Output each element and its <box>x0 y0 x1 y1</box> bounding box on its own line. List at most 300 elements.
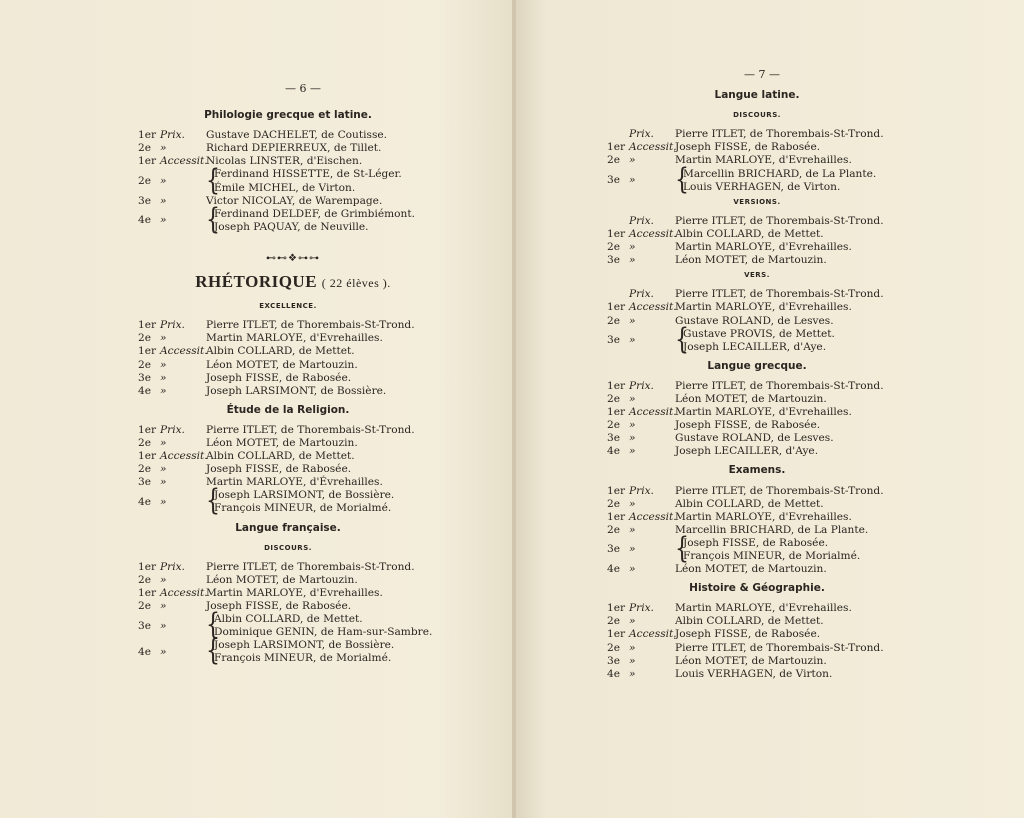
prize-rank <box>138 129 206 142</box>
laureate-name: Gustave DACHELET, de Coutisse. <box>206 129 388 142</box>
laureate-name: Pierre ITLET, de Thorembais-St-Trond. <box>206 560 415 573</box>
laureate-name: Albin COLLARD, de Mettet. <box>675 497 824 510</box>
prize-rank <box>607 615 675 628</box>
section-heading: Histoire & Géographie. <box>689 582 825 595</box>
list-item <box>138 609 438 642</box>
prize-kind: » <box>629 497 636 510</box>
laureate-name: Louis VERHAGEN, de Virton. <box>683 180 841 193</box>
rank-number: 1er <box>138 319 157 332</box>
page-number: — 7 — <box>744 68 780 81</box>
laureate-name: Joseph PAQUAY, de Neuville. <box>214 220 369 233</box>
laureate-name: Léon MOTET, de Martouzin. <box>675 654 827 667</box>
prize-kind: » <box>160 384 167 397</box>
brace-mark: { <box>675 163 689 197</box>
section-heading: VERSIONS. <box>733 197 781 206</box>
section-heading: EXCELLENCE. <box>259 302 317 311</box>
laureate-name: Léon MOTET, de Martouzin. <box>675 563 827 576</box>
class-heading <box>148 272 438 292</box>
brace-mark: { <box>206 203 220 237</box>
section-heading: VERS. <box>744 271 770 280</box>
prize-rank <box>138 496 206 509</box>
laureate-name: Gustave PROVIS, de Mettet. <box>683 327 835 340</box>
prize-rank <box>607 241 675 254</box>
rank-number: 1er <box>607 227 626 240</box>
prize-kind: » <box>629 667 636 680</box>
prize-kind: » <box>629 154 636 167</box>
list-item <box>607 254 907 267</box>
prize-rank <box>607 602 675 615</box>
laureate-name: Martin MARLOYE, d'Evrehailles. <box>206 332 383 345</box>
prize-rank <box>607 174 675 187</box>
prize-rank <box>607 334 675 347</box>
laureate-name: Joseph FISSE, de Rabosée. <box>683 536 829 549</box>
class-sections <box>138 300 438 668</box>
list-item <box>138 450 438 463</box>
laureate-name: Martin MARLOYE, d'Evrehailles. <box>206 586 383 599</box>
name-group <box>206 164 402 198</box>
prize-rank <box>138 476 206 489</box>
rank-number: 4e <box>138 495 152 508</box>
laureate-name: Joseph LARSIMONT, de Bossière. <box>206 384 387 397</box>
rank-number: 2e <box>607 615 621 628</box>
section-heading: Examens. <box>728 464 786 477</box>
prize-rank <box>138 214 206 227</box>
list-item <box>607 315 907 328</box>
names-list <box>214 489 394 515</box>
brace-mark: { <box>206 609 220 642</box>
prize-kind: Accessit. <box>629 227 677 240</box>
list-item <box>138 372 438 385</box>
laureate-name: Martin MARLOYE, d'Evrehailles. <box>675 406 852 419</box>
rank-number: 3e <box>138 194 152 207</box>
laureate-name: Léon MOTET, de Martouzin. <box>206 436 358 449</box>
rank-number: 4e <box>138 645 152 658</box>
prize-rank <box>607 380 675 393</box>
prize-kind: » <box>160 619 167 632</box>
laureate-name: Albin COLLARD, de Mettet. <box>675 615 824 628</box>
laureate-name: Joseph FISSE, de Rabosée. <box>675 141 821 154</box>
prize-kind: Prix. <box>160 129 185 142</box>
prize-rank <box>138 620 206 633</box>
list-item <box>607 655 907 668</box>
rank-number: 3e <box>607 432 621 445</box>
laureate-name: Victor NICOLAY, de Warempage. <box>206 194 383 207</box>
laureate-name: Joseph FISSE, de Rabosée. <box>206 371 352 384</box>
laureate-name: Pierre ITLET, de Thorembais-St-Trond. <box>675 214 884 227</box>
list-item <box>138 332 438 345</box>
laureate-name: Joseph LARSIMONT, de Bossière. <box>214 639 395 652</box>
name-group <box>206 635 395 668</box>
list-item <box>607 628 907 641</box>
list-item <box>607 301 907 314</box>
prize-kind: Accessit. <box>629 628 677 641</box>
rank-number: 4e <box>607 667 621 680</box>
prize-rank <box>138 561 206 574</box>
list-item <box>607 163 907 197</box>
rank-number: 1er <box>138 586 157 599</box>
laureate-name: Léon MOTET, de Martouzin. <box>206 573 358 586</box>
section-heading: Langue latine. <box>714 89 800 102</box>
list-item <box>607 432 907 445</box>
rank-number: 2e <box>138 463 152 476</box>
laureate-name: Pierre ITLET, de Thorembais-St-Trond. <box>675 484 884 497</box>
list-item <box>607 323 907 357</box>
prize-kind: » <box>629 654 636 667</box>
ornament-divider: ⊷⊷❖⊶⊶ <box>266 252 320 264</box>
list-item <box>138 129 438 142</box>
prize-kind: Prix. <box>160 560 185 573</box>
laureate-name: Ferdinand DELDEF, de Grimbiémont. <box>214 207 415 220</box>
laureate-name: Joseph FISSE, de Rabosée. <box>675 419 821 432</box>
prize-kind: Prix. <box>629 602 654 615</box>
list-item <box>607 380 907 393</box>
prize-rank <box>138 463 206 476</box>
prize-rank <box>607 543 675 556</box>
prize-kind: Prix. <box>629 214 654 227</box>
section-heading: DISCOURS. <box>733 111 781 120</box>
rank-number: 2e <box>138 600 152 612</box>
rank-number: 1er <box>138 345 157 358</box>
prize-rank <box>607 524 675 537</box>
rank-number: 2e <box>138 175 152 188</box>
list-item <box>138 600 438 613</box>
rank-number: 2e <box>607 314 621 327</box>
list-item <box>607 419 907 432</box>
rank-number: 3e <box>607 654 621 667</box>
prize-rank <box>607 432 675 445</box>
rank-number: 4e <box>138 214 152 227</box>
list-item <box>138 463 438 476</box>
class-count: ( 22 élèves ). <box>321 276 391 291</box>
prize-rank <box>138 359 206 372</box>
section-heading: Philologie grecque et latine. <box>204 109 372 122</box>
list-item <box>138 164 438 198</box>
prize-kind: » <box>160 142 167 155</box>
list-item <box>607 498 907 511</box>
rank-number: 3e <box>607 174 621 187</box>
prize-kind: » <box>629 314 636 327</box>
list-item <box>138 345 438 358</box>
list-item <box>138 587 438 600</box>
rank-number: 1er <box>607 602 626 615</box>
prize-rank <box>138 332 206 345</box>
prize-rank <box>138 450 206 463</box>
list-item <box>607 393 907 406</box>
laureate-name: Marcellin BRICHARD, de La Plante. <box>683 167 877 180</box>
prize-kind: Prix. <box>160 319 185 332</box>
list-item <box>607 485 907 498</box>
rank-number: 2e <box>138 436 152 449</box>
laureate-name: Richard DEPIERREUX, de Tillet. <box>206 142 382 155</box>
list-item <box>607 511 907 524</box>
rank-number: 2e <box>138 332 152 345</box>
name-group <box>675 323 835 357</box>
prize-kind: » <box>160 645 167 658</box>
laureate-name: François MINEUR, de Morialmé. <box>683 550 861 562</box>
prize-rank <box>607 668 675 681</box>
prize-rank <box>607 628 675 641</box>
list-item <box>607 241 907 254</box>
prize-kind: Prix. <box>629 288 654 301</box>
list-item <box>607 668 907 681</box>
laureate-name: Martin MARLOYE, d'Evrehailles. <box>675 510 852 523</box>
prize-kind: Accessit. <box>629 406 677 419</box>
list-item <box>607 128 907 141</box>
right-sections <box>607 89 907 681</box>
laureate-name: Joseph LECAILLER, d'Aye. <box>683 340 827 353</box>
section-heading: Langue française. <box>235 521 341 534</box>
prize-kind: Accessit. <box>629 510 677 523</box>
prize-kind: Prix. <box>160 423 185 436</box>
left-column <box>138 82 438 668</box>
list-item <box>138 385 438 398</box>
prize-kind: » <box>629 174 636 187</box>
prize-kind: » <box>629 334 636 347</box>
prize-kind: » <box>160 332 167 345</box>
laureate-name: Émile MICHEL, de Virton. <box>214 181 356 194</box>
right-column <box>607 68 907 681</box>
name-group <box>675 533 861 566</box>
prize-kind: » <box>160 436 167 449</box>
list-item <box>138 142 438 155</box>
name-group <box>206 609 433 642</box>
rank-number: 3e <box>607 334 621 347</box>
prize-rank <box>607 563 675 576</box>
rank-number: 1er <box>138 450 157 463</box>
names-list <box>214 613 432 639</box>
list-item <box>138 476 438 489</box>
right-page <box>516 0 1024 818</box>
laureate-name: Ferdinand HISSETTE, de St-Léger. <box>214 168 402 181</box>
rank-number: 4e <box>607 445 621 458</box>
laureate-name: Pierre ITLET, de Thorembais-St-Trond. <box>675 641 884 654</box>
prize-rank <box>138 385 206 398</box>
laureate-name: François MINEUR, de Morialmé. <box>214 652 392 665</box>
laureate-name: Martin MARLOYE, d'Evrehailles. <box>675 602 852 615</box>
rank-number: 3e <box>138 619 152 632</box>
prize-rank <box>138 345 206 358</box>
rank-number: 2e <box>607 641 621 654</box>
brace-mark: { <box>675 323 689 357</box>
list-item <box>138 155 438 168</box>
rank-number: 4e <box>607 563 621 576</box>
list-item <box>138 437 438 450</box>
list-item <box>607 288 907 301</box>
list-item <box>607 615 907 628</box>
laureate-name: Joseph FISSE, de Rabosée. <box>206 463 352 476</box>
brace-mark: { <box>206 635 220 668</box>
rank-number: 2e <box>138 142 152 155</box>
rank-number: 1er <box>607 628 626 641</box>
laureate-name: Léon MOTET, de Martouzin. <box>675 254 827 267</box>
prize-rank <box>607 254 675 267</box>
prize-kind: Accessit. <box>629 141 677 154</box>
rank-number: 4e <box>138 384 152 397</box>
prize-rank <box>138 646 206 659</box>
rank-number: 3e <box>607 254 621 267</box>
prize-rank <box>138 175 206 188</box>
prize-kind: » <box>629 392 636 405</box>
list-item <box>607 602 907 615</box>
laureate-name: Albin COLLARD, de Mettet. <box>206 450 355 463</box>
prize-rank <box>607 511 675 524</box>
brace-mark: { <box>675 533 689 566</box>
list-item <box>607 524 907 537</box>
prize-rank <box>607 128 675 141</box>
rank-number: 2e <box>607 241 621 254</box>
prize-rank <box>607 228 675 241</box>
list-item <box>607 215 907 228</box>
laureate-name: Gustave ROLAND, de Lesves. <box>675 314 834 327</box>
prize-rank <box>607 301 675 314</box>
names-list <box>214 639 394 665</box>
rank-number: 1er <box>138 155 157 168</box>
list-item <box>138 359 438 372</box>
prize-kind: » <box>629 523 636 536</box>
prize-kind: Prix. <box>629 379 654 392</box>
laureate-name: Martin MARLOYE, d'Evrehailles. <box>675 241 852 254</box>
laureate-name: Louis VERHAGEN, de Virton. <box>675 667 833 680</box>
prize-rank <box>607 642 675 655</box>
rank-number: 1er <box>607 510 626 523</box>
rank-number: 1er <box>607 141 626 154</box>
rank-number: 3e <box>138 476 152 489</box>
names-list <box>683 168 876 194</box>
prize-kind: » <box>160 358 167 371</box>
name-group <box>206 485 395 519</box>
prize-rank <box>138 574 206 587</box>
names-list <box>683 537 860 563</box>
prize-rank <box>607 141 675 154</box>
names-list <box>214 208 415 234</box>
rank-number: 1er <box>138 423 157 436</box>
rank-number: 1er <box>607 301 626 314</box>
rank-number: 2e <box>138 573 152 586</box>
list-item <box>138 203 438 237</box>
list-item <box>138 574 438 587</box>
laureate-name: Pierre ITLET, de Thorembais-St-Trond. <box>675 379 884 392</box>
prize-rank <box>138 372 206 385</box>
list-item <box>607 406 907 419</box>
section-heading: Langue grecque. <box>707 359 807 372</box>
laureate-name: Joseph LARSIMONT, de Bossière. <box>214 489 395 502</box>
laureate-name: François MINEUR, de Morialmé. <box>214 502 392 515</box>
list-item <box>138 635 438 668</box>
laureate-name: Nicolas LINSTER, d'Eischen. <box>206 155 363 168</box>
prize-kind: Accessit. <box>160 155 208 168</box>
prize-rank <box>607 406 675 419</box>
rank-number: 2e <box>607 497 621 510</box>
prize-rank <box>607 393 675 406</box>
list-item <box>607 445 907 458</box>
laureate-name: Gustave ROLAND, de Lesves. <box>675 432 834 445</box>
names-list <box>683 328 835 354</box>
laureate-name: Martin MARLOYE, d'Évrehailles. <box>206 476 383 489</box>
list-item <box>607 563 907 576</box>
prize-rank <box>607 445 675 458</box>
laureate-name: Léon MOTET, de Martouzin. <box>206 358 358 371</box>
list-item <box>607 154 907 167</box>
laureate-name: Joseph FISSE, de Rabosée. <box>206 600 352 612</box>
prize-kind: Accessit. <box>160 345 208 358</box>
prize-kind: Accessit. <box>629 301 677 314</box>
list-item <box>138 485 438 519</box>
rank-number: 1er <box>607 379 626 392</box>
laureate-name: Albin COLLARD, de Mettet. <box>214 613 363 626</box>
prize-rank <box>138 319 206 332</box>
list-item <box>607 228 907 241</box>
list-item <box>138 561 438 574</box>
prize-rank <box>138 587 206 600</box>
laureate-name: Marcellin BRICHARD, de La Plante. <box>675 523 869 536</box>
section-heading: DISCOURS. <box>264 543 312 552</box>
prize-kind: » <box>160 175 167 188</box>
prize-rank <box>607 498 675 511</box>
prize-kind: » <box>629 543 636 556</box>
prize-kind: » <box>160 476 167 489</box>
names-list <box>214 168 402 194</box>
rank-number: 1er <box>138 560 157 573</box>
laureate-name: Pierre ITLET, de Thorembais-St-Trond. <box>675 288 884 301</box>
prize-rank <box>607 655 675 668</box>
rank-number: 1er <box>607 484 626 497</box>
prize-rank <box>138 142 206 155</box>
laureate-name: Léon MOTET, de Martouzin. <box>675 392 827 405</box>
prize-kind: » <box>629 445 636 458</box>
laureate-name: Dominique GENIN, de Ham-sur-Sambre. <box>214 626 433 639</box>
rank-number: 1er <box>138 129 157 142</box>
laureate-name: Martin MARLOYE, d'Evrehailles. <box>675 301 852 314</box>
brace-mark: { <box>206 164 220 198</box>
prize-rank <box>138 437 206 450</box>
list-item <box>607 642 907 655</box>
prize-kind: » <box>160 371 167 384</box>
prize-kind: Accessit. <box>160 450 208 463</box>
prize-rank <box>607 215 675 228</box>
prize-rank <box>138 600 206 613</box>
list-item <box>138 319 438 332</box>
prize-rank <box>607 419 675 432</box>
laureate-name: Joseph LECAILLER, d'Aye. <box>675 445 819 458</box>
prize-kind: » <box>160 194 167 207</box>
rank-number: 3e <box>138 371 152 384</box>
laureate-name: Pierre ITLET, de Thorembais-St-Trond. <box>206 423 415 436</box>
prize-kind: » <box>160 495 167 508</box>
prize-kind: » <box>629 615 636 628</box>
prize-rank <box>607 485 675 498</box>
laureate-name: Albin COLLARD, de Mettet. <box>675 227 824 240</box>
prize-rank <box>607 288 675 301</box>
prize-kind: » <box>160 463 167 476</box>
brace-mark: { <box>206 485 220 519</box>
list-item <box>138 424 438 437</box>
prize-kind: » <box>160 573 167 586</box>
prize-kind: Accessit. <box>160 586 208 599</box>
prize-kind: » <box>629 641 636 654</box>
prize-kind: » <box>629 241 636 254</box>
prize-rank <box>607 315 675 328</box>
section-heading: Étude de la Religion. <box>226 403 350 416</box>
rank-number: 3e <box>607 543 621 556</box>
rank-number: 2e <box>607 392 621 405</box>
prize-rank <box>138 195 206 208</box>
left-sections <box>138 109 438 237</box>
prize-rank <box>138 424 206 437</box>
list-item <box>607 141 907 154</box>
prize-kind: » <box>629 432 636 445</box>
rank-number: 2e <box>607 154 621 167</box>
page-number: — 6 — <box>285 82 321 95</box>
